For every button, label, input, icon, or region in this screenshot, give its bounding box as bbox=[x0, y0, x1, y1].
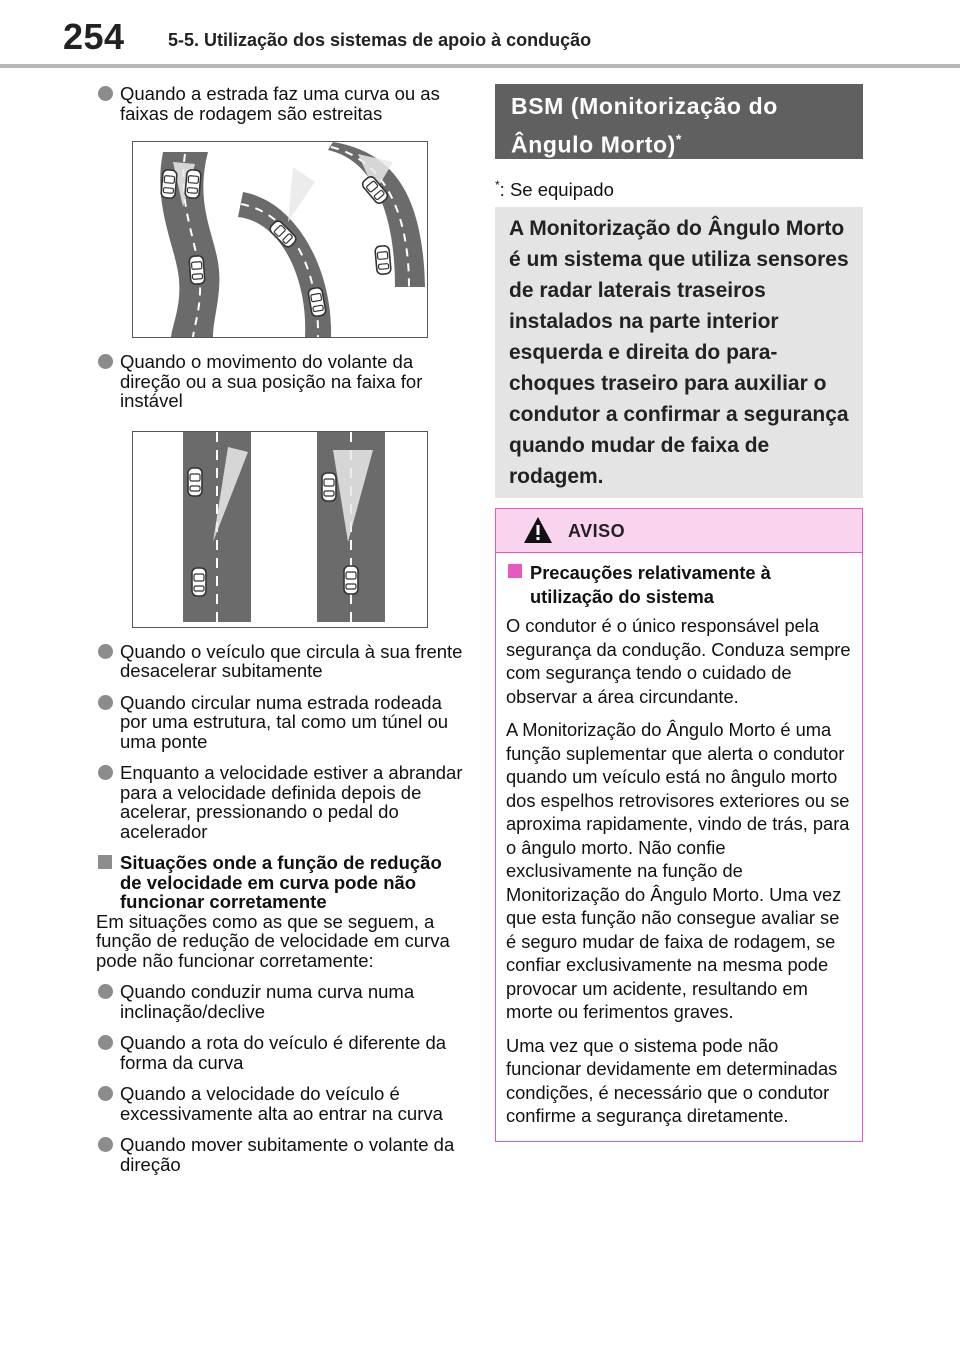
warning-box bbox=[495, 508, 863, 1142]
curve-road-illustration bbox=[132, 141, 428, 338]
warning-header bbox=[496, 509, 862, 553]
unstable-steering-illustration bbox=[132, 431, 428, 628]
list-item bbox=[96, 84, 468, 123]
warning-label: AVISO bbox=[568, 521, 626, 541]
square-bullet-icon bbox=[508, 564, 522, 578]
banner-title-line1: BSM (Monitorização do bbox=[511, 93, 778, 119]
list-item-text: Quando a rota do veículo é diferente da forma da curva bbox=[120, 1032, 447, 1073]
list-item bbox=[96, 763, 468, 841]
list-item bbox=[96, 1033, 468, 1072]
warning-paragraph: Uma vez que o sistema pode não funcionar devidamente em determinadas condições, é necessário que o condutor confirme a segurança diretamente. bbox=[506, 1034, 838, 1126]
bullet-icon bbox=[98, 1035, 113, 1050]
warning-triangle-icon bbox=[522, 515, 554, 545]
intro-box bbox=[495, 207, 863, 498]
bullet-icon bbox=[98, 86, 113, 101]
list-item-text: Enquanto a velocidade estiver a abrandar para a velocidade definida depois de acelerar, pressionando o pedal do acelerador bbox=[120, 762, 463, 842]
list-item-text: Quando mover subitamente o volante da direção bbox=[120, 1134, 455, 1175]
list-item-text: Quando a velocidade do veículo é excessivamente alta ao entrar na curva bbox=[120, 1083, 443, 1124]
list-item bbox=[96, 982, 468, 1021]
footnote-mark: * bbox=[495, 178, 500, 192]
list-item-text: Quando o veículo que circula à sua frente desacelerar subitamente bbox=[120, 640, 463, 681]
footnote-text: : Se equipado bbox=[499, 179, 614, 201]
list-item bbox=[96, 642, 468, 681]
list-item bbox=[96, 693, 468, 752]
bullet-icon bbox=[98, 354, 113, 369]
list-item-text: Quando o movimento do volante da direção ou a sua posição na faixa for instável bbox=[120, 351, 423, 411]
footnote bbox=[495, 178, 614, 201]
bullet-icon bbox=[98, 644, 113, 659]
intro-text: A Monitorização do Ângulo Morto é um sistema que utiliza sensores de radar laterais traseiros instalados na parte interior esquerda e direita do para-choques traseiro para auxiliar o condutor a confirmar a segurança quando mudar de faixa de rodagem. bbox=[509, 217, 849, 488]
bullet-icon bbox=[98, 1086, 113, 1101]
warning-body bbox=[506, 561, 852, 1128]
list-item bbox=[96, 1084, 468, 1123]
section-title: 5-5. Utilização dos sistemas de apoio à condução bbox=[168, 30, 592, 50]
bullet-icon bbox=[98, 765, 113, 780]
bullet-icon bbox=[98, 695, 113, 710]
banner-asterisk: * bbox=[675, 131, 682, 147]
subheading bbox=[96, 853, 468, 912]
list-item bbox=[96, 1135, 468, 1174]
paragraph: Em situações como as que se seguem, a função de redução de velocidade em curva pode não funcionar corretamente: bbox=[96, 910, 450, 971]
page-header bbox=[0, 0, 960, 70]
bullet-icon bbox=[98, 984, 113, 999]
warning-paragraph: A Monitorização do Ângulo Morto é uma função suplementar que alerta o condutor quando um veículo está no ângulo morto dos espelhos retrovisores exteriores ou se aproxima rapidamente, vindo de trás, para o ângulo morto. Não confie exclusivamente na função de Monitorização do Ângulo Morto. Uma vez que esta função não consegue avaliar se é seguro mudar de faixa de rodagem, se confiar exclusivamente na mesma pode provocar um acidente, resultando em morte ou ferimentos graves. bbox=[506, 719, 850, 1022]
banner-title-line2: Ângulo Morto) bbox=[511, 131, 676, 158]
left-column bbox=[96, 84, 468, 1174]
list-item-text: Quando conduzir numa curva numa inclinação/declive bbox=[120, 981, 415, 1022]
list-item-text: Quando a estrada faz uma curva ou as faixas de rodagem são estreitas bbox=[120, 83, 440, 124]
warning-paragraph: O condutor é o único responsável pela segurança da condução. Conduza sempre com segurança tendo o cuidado de observar a área circundante. bbox=[506, 615, 851, 707]
list-item-text: Quando circular numa estrada rodeada por uma estrutura, tal como um túnel ou uma ponte bbox=[120, 691, 449, 752]
list-item bbox=[96, 352, 468, 411]
square-bullet-icon bbox=[98, 855, 112, 869]
page-number: 254 bbox=[63, 16, 125, 57]
warning-subheading bbox=[506, 561, 852, 608]
header-divider bbox=[0, 64, 960, 68]
subheading-text: Situações onde a função de redução de velocidade em curva pode não funcionar corretamente bbox=[120, 852, 442, 912]
warning-subheading-text: Precauções relativamente à utilização do sistema bbox=[530, 562, 771, 607]
bsm-section-banner bbox=[495, 84, 863, 159]
bullet-icon bbox=[98, 1137, 113, 1152]
